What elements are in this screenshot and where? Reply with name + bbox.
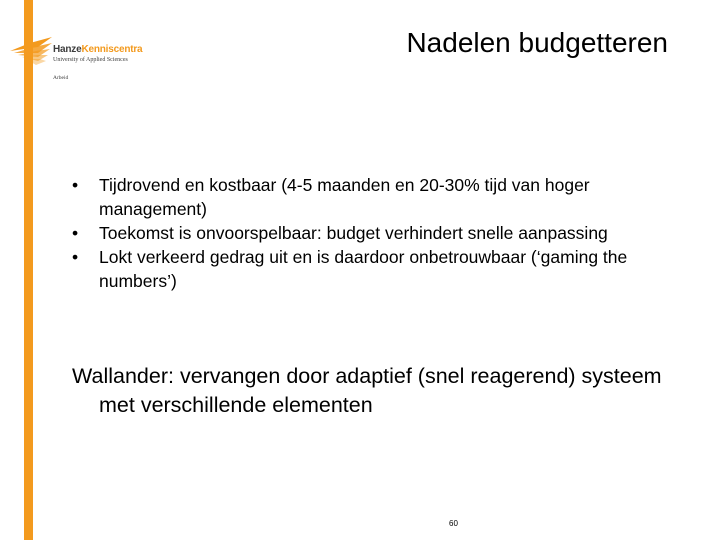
- wallander-paragraph: Wallander: vervangen door adaptief (snel reagerend) systeem met verschillende elementen: [72, 364, 662, 417]
- bullet-list: [72, 173, 682, 293]
- hanze-winged-logo-icon: [8, 35, 56, 69]
- bullet-marker: •: [72, 175, 79, 195]
- bullet-item: [72, 173, 682, 221]
- logo-subtitle: University of Applied Sciences: [53, 57, 128, 63]
- bullet-text: Toekomst is onvoorspelbaar: budget verhindert snelle aanpassing: [99, 223, 608, 243]
- bullet-marker: •: [72, 223, 79, 243]
- slide-title: Nadelen budgetteren: [406, 27, 668, 58]
- bullet-item: [72, 245, 682, 293]
- logo-name-main: Hanze: [53, 44, 82, 55]
- logo-name: [53, 44, 142, 55]
- hanze-kenniscentra-logo: [8, 35, 178, 87]
- logo-name-accent: Kenniscentra: [81, 44, 143, 55]
- bullet-text: Tijdrovend en kostbaar (4-5 maanden en 20-30% tijd van hoger management): [99, 175, 590, 219]
- page-number: 60: [449, 519, 458, 528]
- bullet-item: [72, 221, 682, 245]
- bullet-text: Lokt verkeerd gedrag uit en is daardoor onbetrouwbaar (‘gaming the numbers’): [99, 247, 628, 291]
- logo-department: Arbeid: [53, 75, 69, 81]
- bullet-marker: •: [72, 247, 79, 267]
